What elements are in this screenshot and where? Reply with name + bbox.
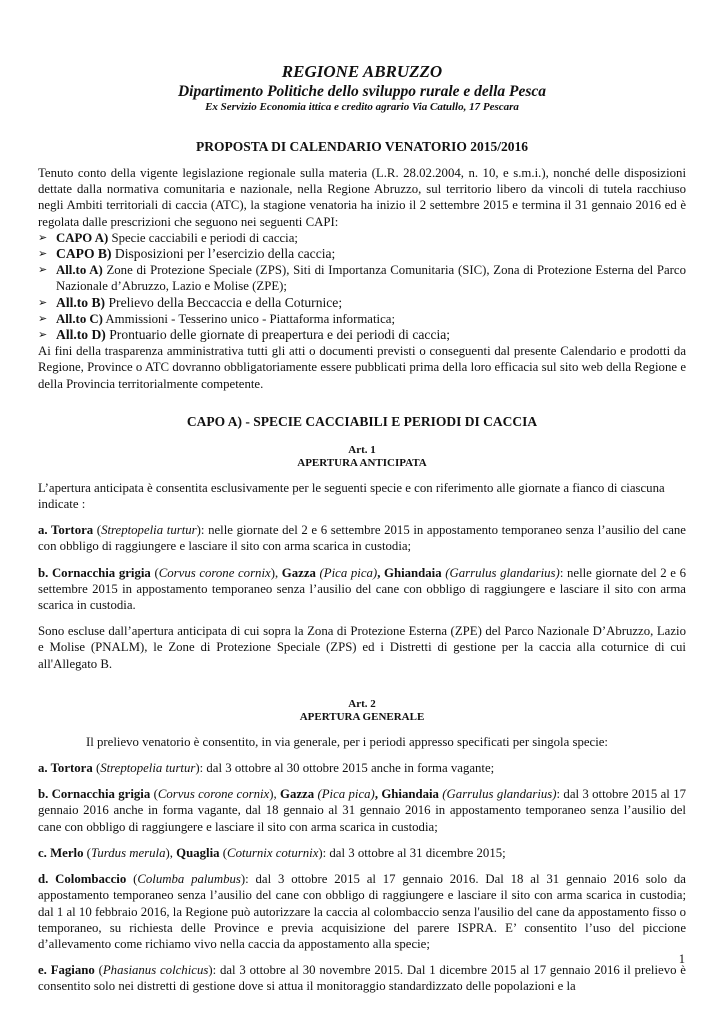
art2-intro: Il prelievo venatorio è consentito, in via generale, per i periodi appresso specificati per singola specie: (86, 734, 608, 749)
capi-item: ➢ All.to A) Zone di Protezione Speciale (ZPS), Siti di Importanza Comunitaria (SIC), Zona di Protezione Esterna del Parco Nazionale d’Abruzzo, Lazio e Molise (ZPE); (38, 263, 686, 294)
art2-item-b: b. Cornacchia grigia (Corvus corone cornix), Gazza (Pica pica), Ghiandaia (Garrulus glandarius): dal 3 ottobre 2015 al 17 gennaio 2016 anche in forma vagante, dal 18 gennaio al 31 gennaio 2016 in appostamento temporaneo senza l’ausilio del cane con obbligo di raggiungere e lasciare il sito con arma scarica in custodia; (38, 787, 686, 834)
art1-intro: L’apertura anticipata è consentita esclusivamente per le seguenti specie e con riferimento alle giornate a fianco di ciascuna indicate : (38, 480, 665, 512)
art1-number: Art. 1 (348, 443, 376, 456)
transparency-paragraph: Ai fini della trasparenza amministrativa tutti gli atti o documenti previsti o conseguenti dal presente Calendario e prodotti da Regione, Province o ATC dovranno obbligatoriamente essere pubblicati prima della loro efficacia sul sito web della Regione e della Provincia territorialmente competente. (38, 344, 686, 391)
department-title: Dipartimento Politiche dello sviluppo rurale e della Pesca (177, 83, 547, 100)
capi-item: ➢ All.to D) Prontuario delle giornate di preapertura e dei periodi di caccia; (38, 327, 451, 343)
document-page (38, 52, 686, 995)
capi-list (38, 230, 686, 343)
region-title: REGIONE ABRUZZO (281, 62, 443, 81)
arrow-bullet-icon: ➢ (38, 296, 48, 309)
art2-item-c: c. Merlo (Turdus merula), Quaglia (Coturnix coturnix): dal 3 ottobre al 31 dicembre 2015; (38, 845, 506, 860)
art1-exclusions: Sono escluse dall’apertura anticipata di cui sopra la Zona di Protezione Esterna (ZPE) del Parco Nazionale D’Abruzzo, Lazio e Molise (PNALM), le Zone di Protezione Speciale (ZPS) ed i Distretti di gestione per la caccia alla coturnice di cui all'Allegato B. (38, 624, 686, 671)
capi-item: ➢ All.to B) Prelievo della Beccaccia e della Coturnice; (38, 294, 343, 310)
art1-item-a: a. Tortora (Streptopelia turtur): nelle giornate del 2 e 6 settembre 2015 in appostamento temporaneo senza l’ausilio del cane con obbligo di raggiungere e lasciare il sito con arma scarica in custodia; (38, 523, 686, 554)
art2-item-a: a. Tortora (Streptopelia turtur): dal 3 ottobre al 30 ottobre 2015 anche in forma vagante; (38, 761, 495, 776)
art1-item-b: b. Cornacchia grigia (Corvus corone cornix), Gazza (Pica pica), Ghiandaia (Garrulus glandarius): nelle giornate del 2 e 6 settembre 2015 in appostamento temporaneo senza l’ausilio del cane con obbligo di raggiungere e lasciare il sito con arma scarica in custodia. (38, 565, 687, 613)
arrow-bullet-icon: ➢ (38, 329, 48, 342)
intro-paragraph: Tenuto conto della vigente legislazione regionale sulla materia (L.R. 28.02.2004, n. 10, e s.m.i.), nonché delle disposizioni dettate dalla normativa comunitaria e nazionale, nella Regione Abruzzo, sul territorio libero da vincoli di tutela racchiuso negli Ambiti territoriali di caccia (ATC), la stagione venatoria ha inizio il 2 settembre 2015 e termina il 31 gennaio 2016 ed è regolata dalle prescrizioni che seguono nei seguenti CAPI: (38, 166, 686, 229)
art2-item-e: e. Fagiano (Phasianus colchicus): dal 3 ottobre al 30 novembre 2015. Dal 1 dicembre 2015 al 17 gennaio 2016 il prelievo è consentito solo nei distretti di gestione dove si attua il monitoraggio standardizzato delle popolazioni e la (38, 963, 686, 994)
document-header (38, 62, 686, 114)
art1-title: APERTURA ANTICIPATA (297, 456, 427, 469)
art2-number: Art. 2 (348, 697, 376, 710)
document-title: PROPOSTA DI CALENDARIO VENATORIO 2015/2016 (195, 139, 529, 154)
arrow-bullet-icon: ➢ (38, 248, 48, 261)
arrow-bullet-icon: ➢ (38, 231, 48, 244)
art2-title: APERTURA GENERALE (299, 710, 425, 723)
capi-item: ➢ All.to C) Ammissioni - Tesserino unico - Piattaforma informatica; (38, 311, 395, 326)
page-number: 1 (678, 952, 685, 966)
office-address: Ex Servizio Economia ittica e credito agrario Via Catullo, 17 Pescara (205, 101, 519, 113)
capo-a-heading: CAPO A) - SPECIE CACCIABILI E PERIODI DI CACCIA (186, 413, 538, 429)
art2-item-d: d. Colombaccio (Columba palumbus): dal 3 ottobre 2015 al 17 gennaio 2016. Dal 18 al 31 gennaio 2016 solo da appostamento temporaneo senza l’ausilio del cane con obbligo di raggiungere e lasciare il sito con arma scarica in custodia; dal 1 al 10 febbraio 2016, la Regione può autorizzare la caccia al colombaccio senza l'ausilio del cane da appostamento fisso o temporaneo, su richiesta delle Province e previa acquisizione del parere ISPRA. E’ consentito l’uso del piccione d’allevamento come richiamo vivo nella caccia da appostamento alla specie; (38, 872, 686, 951)
capi-item: ➢ CAPO A) Specie cacciabili e periodi di caccia; (38, 230, 298, 245)
arrow-bullet-icon: ➢ (38, 264, 48, 277)
capi-item: ➢ CAPO B) Disposizioni per l’esercizio della caccia; (38, 246, 336, 262)
arrow-bullet-icon: ➢ (38, 312, 48, 325)
